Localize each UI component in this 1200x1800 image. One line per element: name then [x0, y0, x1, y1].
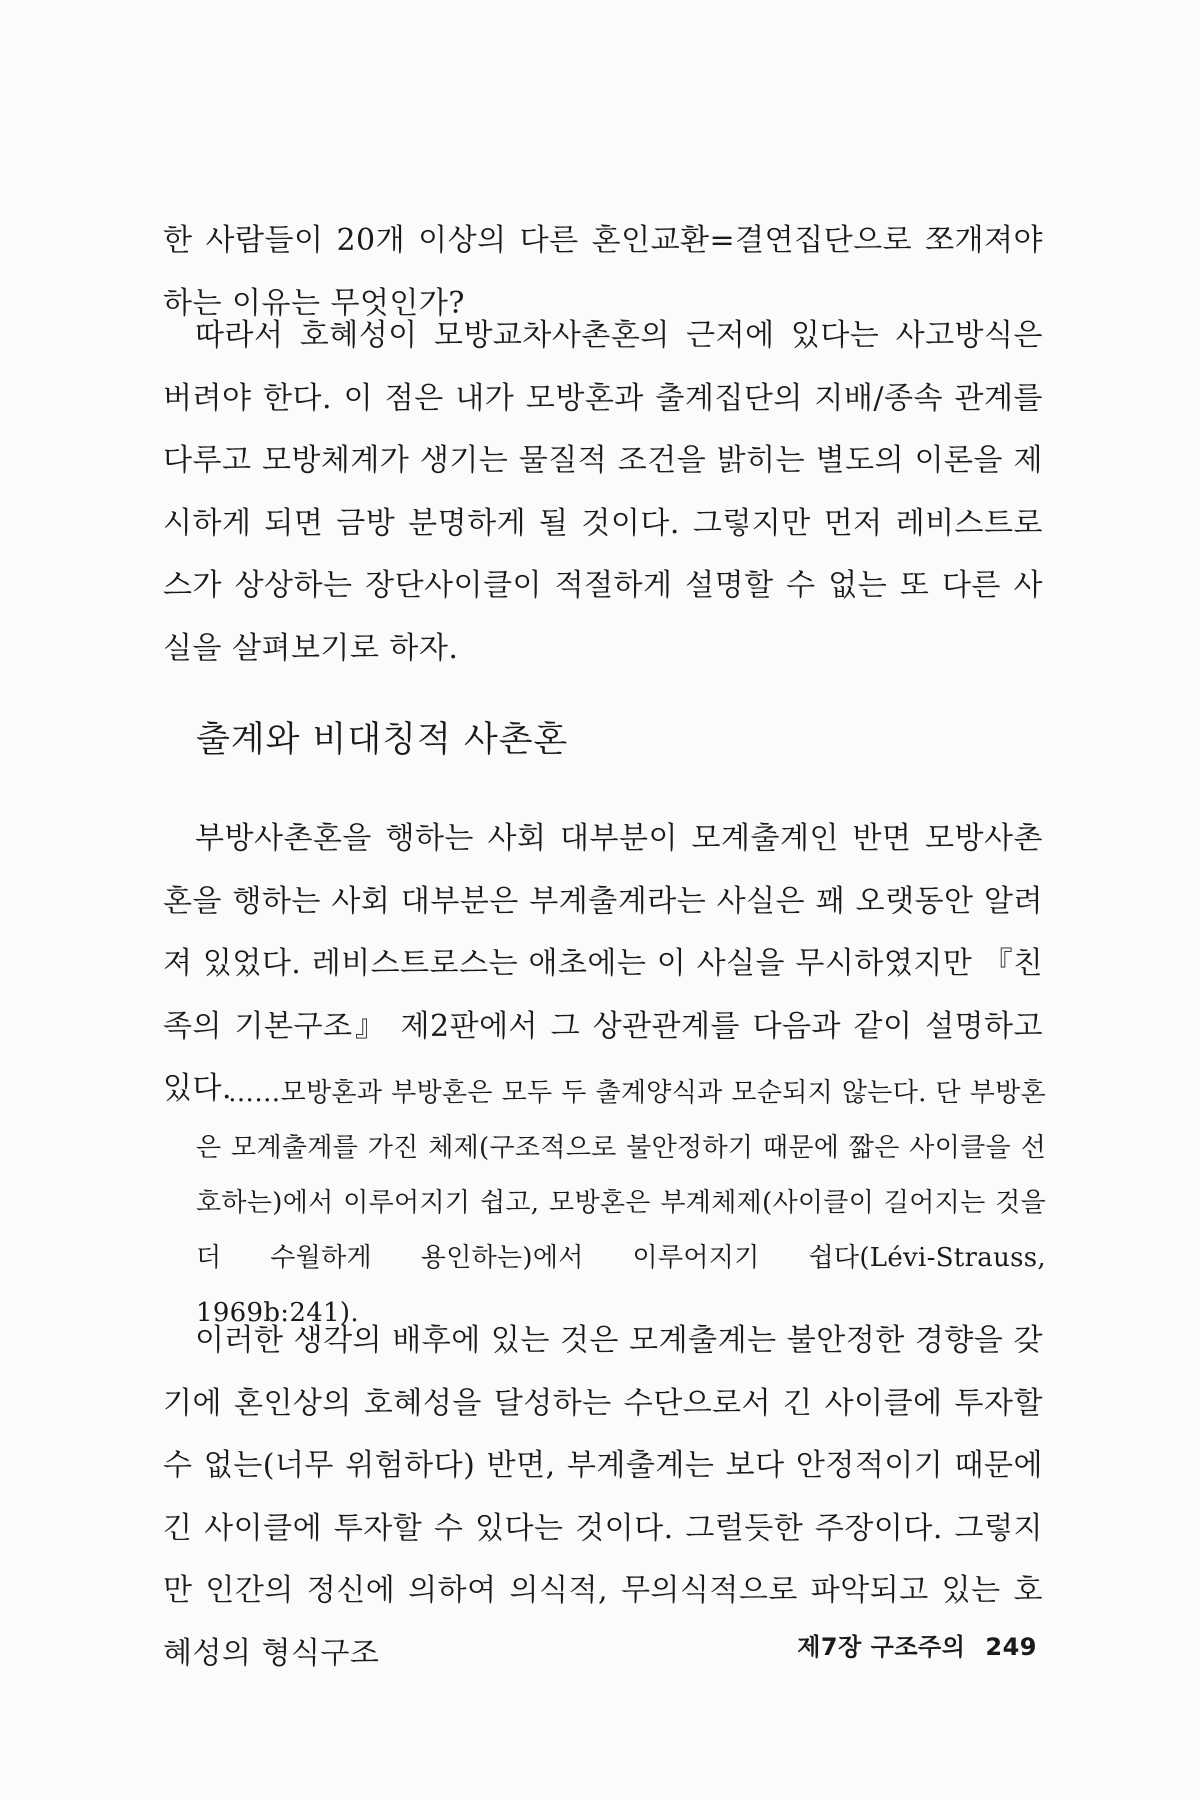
page-number: 249 [985, 1633, 1037, 1661]
body-paragraph-4: 이러한 생각의 배후에 있는 것은 모계출계는 불안정한 경향을 갖기에 혼인상의 호혜성을 달성하는 수단으로서 긴 사이클에 투자할 수 없는(너무 위험하다) 반면, 부계출계는 보다 안정적이기 때문에 긴 사이클에 투자할 수 있다는 것이다. 그럴듯한 주장이다. 그렇지만 인간의 정신에 의하여 의식적, 무의식적으로 파악되고 있는 호혜성의 형식구조 [163, 1323, 1043, 1671]
body-paragraph-3: 부방사촌혼을 행하는 사회 대부분이 모계출계인 반면 모방사촌혼을 행하는 사회 대부분은 부계출계라는 사실은 꽤 오랫동안 알려져 있었다. 레비스트로스는 애초에는 이 사실을 무시하였지만 『친족의 기본구조』 제2판에서 그 상관관계를 다음과 같이 설명하고 있다. [163, 821, 1043, 1106]
section-heading: 출계와 비대칭적 사촌혼 [196, 720, 569, 760]
chapter-title: 제7장 구조주의 [797, 1633, 966, 1661]
body-paragraph-1: 한 사람들이 20개 이상의 다른 혼인교환=결연집단으로 쪼개져야 하는 이유는 무엇인가? [163, 223, 1043, 321]
body-paragraph-2: 따라서 호혜성이 모방교차사촌혼의 근저에 있다는 사고방식은 버려야 한다. 이 점은 내가 모방혼과 출계집단의 지배/종속 관계를 다루고 모방체계가 생기는 물질적 조건을 밝히는 별도의 이론을 제시하게 되면 금방 분명하게 될 것이다. 그렇지만 먼저 레비스트로스가 상상하는 장단사이클이 적절하게 설명할 수 없는 또 다른 사실을 살펴보기로 하자. [163, 318, 1043, 666]
running-footer [797, 1627, 1037, 1662]
block-quote [196, 1066, 1046, 1341]
quote-text: ……모방혼과 부방혼은 모두 두 출계양식과 모순되지 않는다. 단 부방혼은 모계출계를 가진 체제(구조적으로 불안정하기 때문에 짧은 사이클을 선호하는)에서 이루어지기 쉽고, 모방혼은 부계체제(사이클이 길어지는 것을 더 수월하게 용인하는)에서 이루어지기 쉽다(Lévi-Strauss, 1969b:241). [196, 1078, 1046, 1328]
